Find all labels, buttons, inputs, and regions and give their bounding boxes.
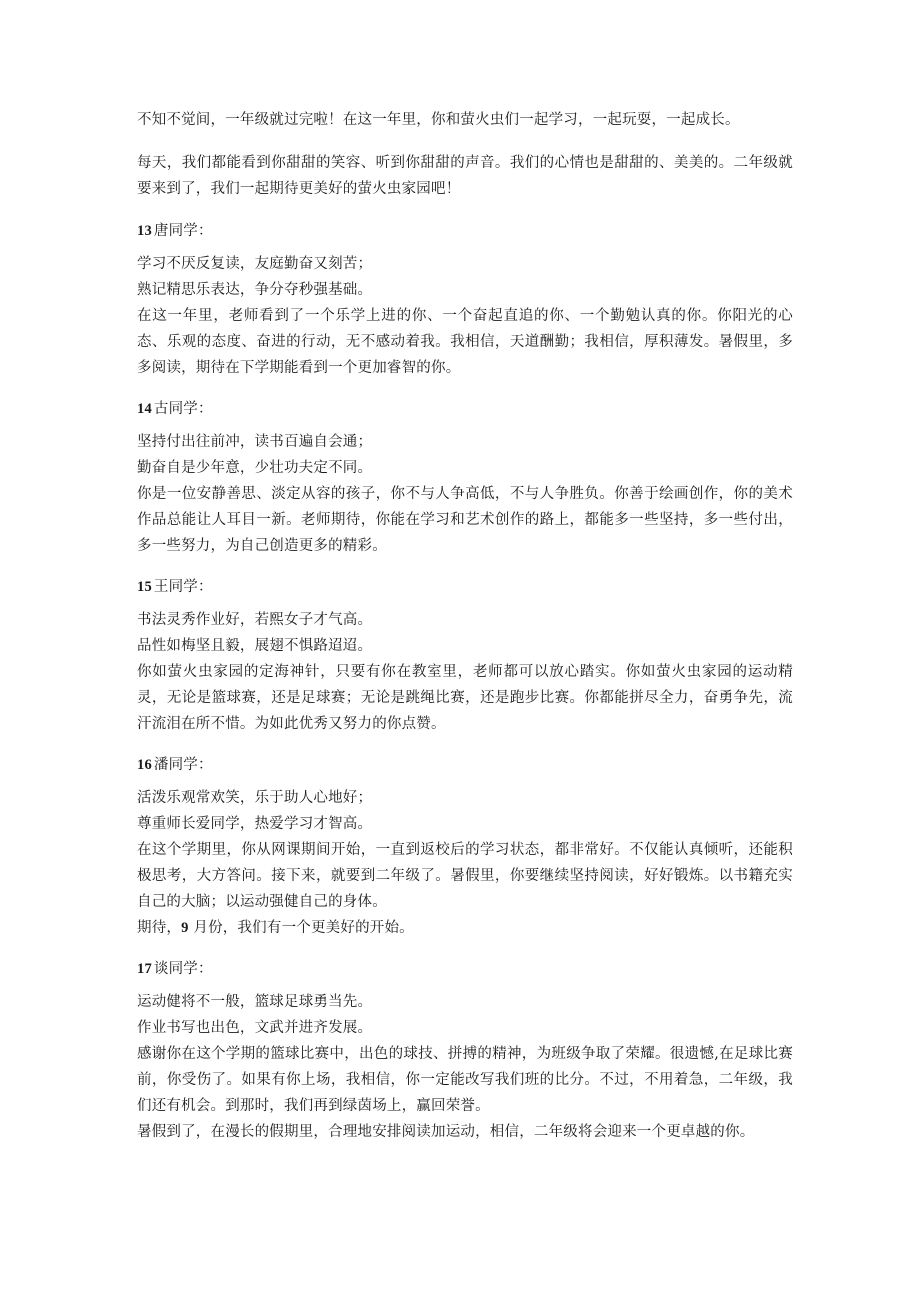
student-heading [137, 575, 793, 599]
student-number: 14 [137, 401, 152, 417]
student-heading [137, 753, 793, 777]
poem-line: 熟记精思乐表达，争分夺秒强基础。 [137, 282, 373, 298]
student-comment [137, 219, 793, 381]
student-number: 15 [137, 579, 152, 595]
closing-before: 期待， [137, 920, 182, 936]
student-number: 17 [137, 961, 152, 977]
student-name: 谈同学： [153, 961, 213, 977]
student-name: 潘同学： [153, 757, 213, 773]
poem-line: 尊重师长爱同学，热爱学习才智高。 [137, 816, 373, 832]
student-name: 王同学： [153, 579, 213, 595]
closing-line [137, 915, 793, 941]
student-number: 13 [137, 223, 152, 239]
comment-text: 在这个学期里，你从网课期间开始，一直到返校后的学习状态，都非常好。不仅能认真倾听，还能积极思考，大方答问。接下来，就要到二年级了。暑假里，你要继续坚持阅读，好好锻炼。以书籍充实自己的大脑；以运动强健自己的身体。 [137, 842, 793, 910]
student-heading [137, 957, 793, 981]
student-comment [137, 957, 793, 1145]
poem-line: 坚持付出往前冲，读书百遍自会通； [137, 434, 373, 450]
student-comment [137, 575, 793, 737]
poem-line: 品性如梅坚且毅，展翅不惧路迢迢。 [137, 638, 373, 654]
student-name: 古同学： [153, 401, 213, 417]
comment-text: 在这一年里，老师看到了一个乐学上进的你、一个奋起直追的你、一个勤勉认真的你。你阳光的心态、乐观的态度、奋进的行动，无不感动着我。我相信，天道酬勤；我相信，厚积薄发。暑假里，多多阅读，期待在下学期能看到一个更加睿智的你。 [137, 308, 793, 376]
poem-line: 运动健将不一般，篮球足球勇当先。 [137, 994, 373, 1010]
student-comment [137, 753, 793, 941]
poem-line: 书法灵秀作业好，若熙女子才气高。 [137, 612, 373, 628]
student-comment [137, 397, 793, 559]
poem-line: 作业书写也出色，文武并进齐发展。 [137, 1020, 373, 1036]
poem-line: 活泼乐观常欢笑，乐于助人心地好； [137, 790, 373, 806]
poem-line: 学习不厌反复读，友庭勤奋又刻苦； [137, 256, 373, 272]
closing-after: 月份，我们有一个更美好的开始。 [193, 920, 414, 936]
poem-line: 勤奋自是少年意，少壮功夫定不同。 [137, 460, 373, 476]
document-page [137, 107, 793, 1161]
student-heading [137, 397, 793, 421]
comment-text: 你是一位安静善思、淡定从容的孩子，你不与人争高低，不与人争胜负。你善于绘画创作，你的美术作品总能让人耳目一新。老师期待，你能在学习和艺术创作的路上，都能多一些坚持，多一些付出，多一些努力，为自己创造更多的精彩。 [137, 486, 793, 554]
intro-paragraph: 不知不觉间，一年级就过完啦！在这一年里，你和萤火虫们一起学习，一起玩耍，一起成长。 [137, 112, 740, 128]
comment-text: 感谢你在这个学期的篮球比赛中，出色的球技、拼搏的精神，为班级争取了荣耀。很遗憾,在足球比赛前，你受伤了。如果有你上场，我相信，你一定能改写我们班的比分。不过，不用着急，二年级，我们还有机会。到那时，我们再到绿茵场上，赢回荣誉。 [137, 1046, 793, 1114]
comment-text: 暑假到了，在漫长的假期里，合理地安排阅读加运动，相信，二年级将会迎来一个更卓越的你。 [137, 1124, 755, 1140]
comment-text: 你如萤火虫家园的定海神针，只要有你在教室里，老师都可以放心踏实。你如萤火虫家园的运动精灵，无论是篮球赛，还是足球赛；无论是跳绳比赛，还是跑步比赛。你都能拼尽全力，奋勇争先，流汗流泪在所不惜。为如此优秀又努力的你点赞。 [137, 664, 793, 732]
student-name: 唐同学： [153, 223, 213, 239]
closing-month: 9 [181, 920, 189, 936]
intro-paragraph: 每天，我们都能看到你甜甜的笑容、听到你甜甜的声音。我们的心情也是甜甜的、美美的。二年级就要来到了，我们一起期待更美好的萤火虫家园吧！ [137, 155, 793, 197]
student-heading [137, 219, 793, 243]
student-number: 16 [137, 757, 152, 773]
